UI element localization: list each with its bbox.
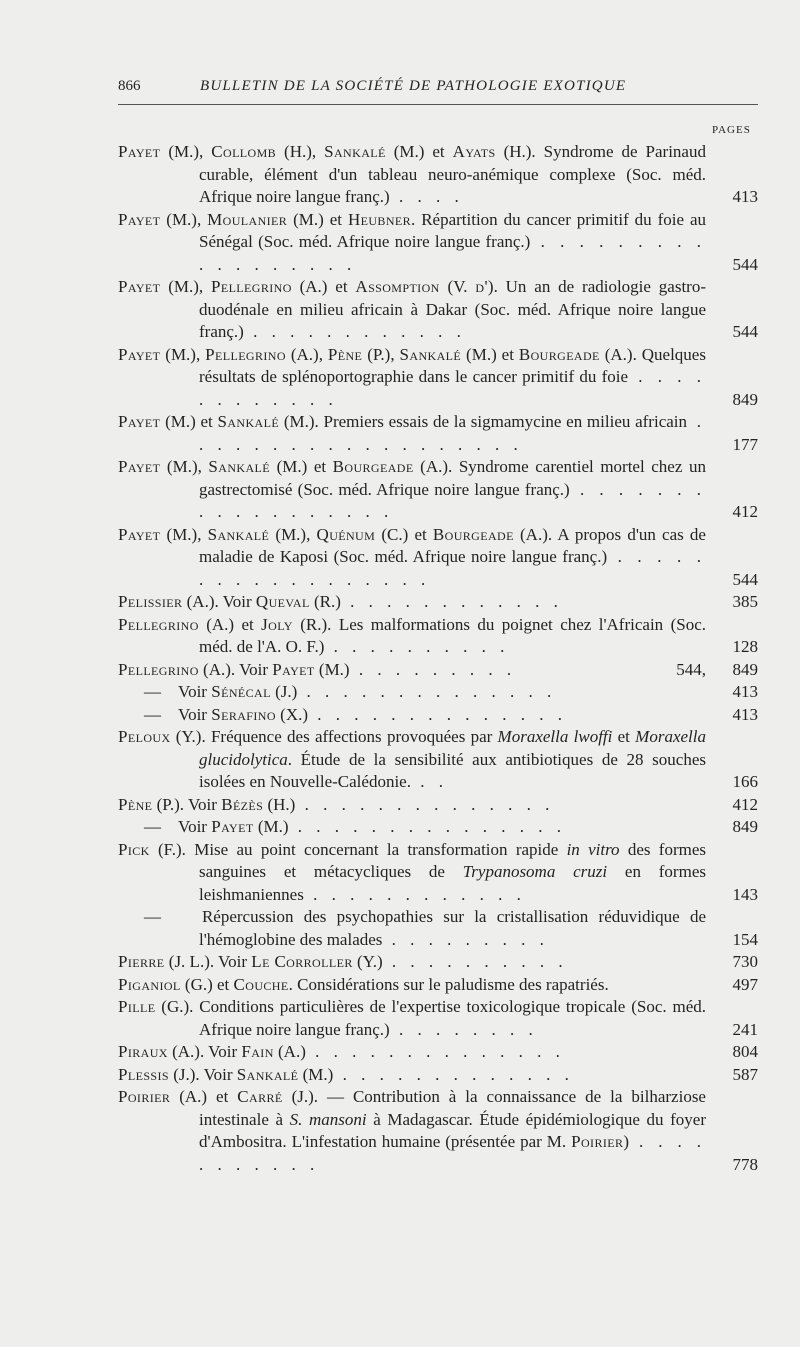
- author-name: d': [475, 277, 488, 296]
- ditto-dash: —: [144, 907, 161, 926]
- index-entry: Piganiol (G.) et Couche. Considérations sur le paludisme des rapatriés. 497: [118, 974, 758, 997]
- author-name: Pène: [118, 794, 153, 814]
- dot-leader: . . . .: [389, 187, 464, 206]
- page-ref: 804: [732, 1042, 758, 1061]
- entry-title: Répercussion des psychopathies sur la cristallisation réduvidique de l'hémoglobine des malades: [199, 907, 707, 949]
- dot-leader: . . . . . . . . . . . . . . . . . .: [199, 232, 706, 274]
- page-ref: 412: [732, 502, 758, 521]
- author-name: Bourgeade: [332, 457, 414, 476]
- author-name: Plessis: [118, 1064, 169, 1084]
- author-name: Payet: [118, 209, 161, 229]
- author-name: Pellegrino: [118, 659, 199, 679]
- page-ref: 849: [732, 389, 758, 409]
- author-name: Joly: [261, 614, 293, 634]
- species-name: Trypanosoma cruzi: [462, 862, 608, 881]
- header-rule: [118, 104, 758, 105]
- ditto-dash: —: [144, 682, 161, 701]
- cross-ref-name: Sénécal: [211, 682, 271, 701]
- author-name: Peloux: [118, 727, 171, 746]
- page-ref: 544: [732, 569, 758, 589]
- index-entry: Payet (M.), Sankalé (M.), Quénum (C.) et Bourgeade (A.). A propos d'un cas de maladie de Kaposi (Soc. méd. Afrique noire langue franç.) . . . . . . . . . . . . . . . . . . 544: [118, 524, 758, 592]
- author-name: Piganiol: [118, 974, 181, 994]
- author-name: Pille: [118, 997, 156, 1016]
- page-ref: 128: [732, 637, 758, 656]
- author-name: Assomption: [355, 277, 440, 296]
- cross-ref-name: Le Corroller: [251, 952, 353, 971]
- index-subentry: — Voir Serafino (X.) . . . . . . . . . . . . . . 413: [118, 704, 758, 727]
- dot-leader: . . . . . . . . . . . .: [199, 367, 706, 409]
- index-entry: Payet (M.), Moulanier (M.) et Heubner. Répartition du cancer primitif du foie au Sénégal (Soc. méd. Afrique noire langue franç.) . . . . . . . . . . . . . . . . . . 544: [118, 209, 758, 277]
- dot-leader: . . . . . . . . . . . . .: [333, 1064, 574, 1084]
- page-ref: 241: [732, 1019, 758, 1039]
- index-subentry: [118, 906, 758, 951]
- author-name: Carré: [237, 1087, 283, 1106]
- index-entry: Payet (M.), Sankalé (M.) et Bourgeade (A.). Syndrome carentiel mortel chez un gastrectomisé (Soc. méd. Afrique noire langue franç.) . . . . . . . . . . . . . . . . . . 412: [118, 456, 758, 524]
- page-ref: 143: [732, 884, 758, 904]
- dot-leader: . .: [410, 772, 448, 791]
- page-ref: 849: [732, 659, 758, 679]
- author-name: Pellegrino: [118, 614, 199, 634]
- cross-ref-name: Payet: [211, 817, 254, 836]
- dot-leader: . . . . . . . . . . . .: [340, 592, 563, 611]
- entry-title: Conditions particulières de l'expertise toxicologique tropicale (Soc. méd. Afrique noire langue franç.): [199, 997, 706, 1039]
- author-name: Piraux: [118, 1042, 168, 1061]
- index-entry: Piraux (A.). Voir Fain (A.) . . . . . . . . . . . . . . 804: [118, 1041, 758, 1064]
- page-ref: 166: [732, 772, 758, 791]
- page-ref: 413: [732, 682, 758, 701]
- dot-leader: . . . . . . . . . . . .: [243, 322, 466, 341]
- author-name: Collomb: [211, 142, 277, 161]
- author-name: Bourgeade: [432, 524, 514, 544]
- index-entry: Pille (G.). Conditions particulières de l'expertise toxicologique tropicale (Soc. méd. Afrique noire langue franç.) . . . . . . . . 241: [118, 996, 758, 1041]
- dot-leader: . . . . . . . . .: [382, 929, 549, 949]
- index-entry: Pène (P.). Voir Bézès (H.) . . . . . . . . . . . . . . 412: [118, 794, 758, 817]
- cross-ref-name: Queval: [255, 592, 310, 611]
- page-ref: 849: [732, 817, 758, 836]
- pages-column-label: PAGES: [712, 124, 751, 136]
- page-ref: 587: [732, 1064, 758, 1084]
- page-ref: 730: [732, 952, 758, 971]
- index-entry: Payet (M.) et Sankalé (M.). Premiers essais de la sigmamycine en milieu africain . . . . . . . . . . . . . . . . . . . 177: [118, 411, 758, 456]
- author-name: Ayats: [452, 142, 496, 161]
- author-name: Bourgeade: [518, 344, 600, 364]
- page-ref-extra: 544,: [676, 659, 706, 679]
- cross-ref-name: Sankalé: [236, 1064, 299, 1084]
- author-name: Pellegrino: [205, 344, 286, 364]
- author-name: Couche: [233, 974, 289, 994]
- entry-title: Quelques résultats de splénoportographie dans le cancer primitif du foie: [199, 344, 706, 386]
- author-name: Payet: [118, 524, 161, 544]
- ditto-dash: —: [144, 817, 161, 836]
- index-entry: Pierre (J. L.). Voir Le Corroller (Y.) . . . . . . . . . . 730: [118, 951, 758, 974]
- author-name: Pelissier: [118, 592, 183, 611]
- author-name: Pellegrino: [210, 277, 292, 296]
- italic-term: in vitro: [566, 839, 620, 859]
- cross-ref-name: Serafino: [211, 704, 276, 724]
- entry-title: Considérations sur le paludisme des rapatriés.: [297, 974, 609, 994]
- author-name: Heubner: [347, 209, 412, 229]
- dot-leader: . . . . . . . . . . . . . .: [305, 1042, 565, 1061]
- author-name: Payet: [118, 142, 161, 161]
- index-entry: Pellegrino (A.). Voir Payet (M.) . . . . . . . . . 544, 849: [118, 659, 758, 682]
- page-ref: 544: [732, 322, 758, 341]
- author-name: Pène: [327, 344, 363, 364]
- page-ref: 497: [732, 974, 758, 994]
- entry-title: A propos d'un cas de maladie de Kaposi (Soc. méd. Afrique noire langue franç.): [199, 524, 706, 566]
- running-title: BULLETIN DE LA SOCIÉTÉ DE PATHOLOGIE EXOTIQUE: [200, 78, 627, 94]
- entry-title: Syndrome carentiel mortel chez un gastrectomisé (Soc. méd. Afrique noire langue franç.): [199, 457, 706, 499]
- dot-leader: . . . . . . . . . .: [324, 637, 510, 656]
- author-name: Payet: [118, 277, 161, 296]
- cross-ref-name: Bézès: [221, 794, 264, 814]
- dot-leader: . . . . . . . . . .: [382, 952, 568, 971]
- page-ref: 177: [732, 434, 758, 454]
- author-name: Sankalé: [217, 412, 280, 431]
- author-name: Pick: [118, 839, 150, 859]
- index-entry: Payet (M.), Pellegrino (A.), Pène (P.), Sankalé (M.) et Bourgeade (A.). Quelques résultats de splénoportographie dans le cancer primitif du foie . . . . . . . . . . . . 849: [118, 344, 758, 412]
- entry-title: Premiers essais de la sigmamycine en milieu africain: [323, 412, 688, 431]
- author-name: Quénum: [316, 524, 376, 544]
- author-name: Sankalé: [399, 344, 462, 364]
- dot-leader: . . . . . . . . . . . . . . . . . . .: [199, 412, 706, 454]
- dot-leader: . . . . . . . . . . . .: [303, 884, 526, 904]
- index-entry: Peloux (Y.). Fréquence des affections provoquées par Moraxella lwoffi et Moraxella glucidolytica. Étude de la sensibilité aux antibiotiques de 28 souches isolées en Nouvelle-Calédonie. . . 166: [118, 726, 758, 794]
- index-subentry: — Voir Sénécal (J.) . . . . . . . . . . . . . . 413: [118, 681, 758, 704]
- entry-title: Les malformations du poignet chez l'Africain (Soc. méd. de l'A. O. F.): [199, 614, 706, 656]
- author-name: Sankalé: [324, 142, 386, 161]
- page-ref: 385: [732, 592, 758, 611]
- cross-ref-name: Payet: [272, 659, 315, 679]
- author-name: Payet: [118, 412, 161, 431]
- page-ref: 778: [732, 1154, 758, 1174]
- entry-title: Répartition du cancer primitif du foie au Sénégal (Soc. méd. Afrique noire langue franç.): [199, 209, 706, 251]
- page-ref: 154: [732, 929, 758, 949]
- dot-leader: . . . . . . . . . . . . . . . . . .: [199, 547, 706, 589]
- dot-leader: . . . . . . . . . . . . . .: [308, 704, 568, 724]
- author-name: Sankalé: [207, 524, 270, 544]
- author-name: Payet: [118, 344, 161, 364]
- author-name: Payet: [118, 457, 161, 476]
- index-entry: Plessis (J.). Voir Sankalé (M.) . . . . . . . . . . . . . 587: [118, 1064, 758, 1087]
- dot-leader: . . . . . . . . . . . . . .: [295, 794, 555, 814]
- index-entries: [118, 141, 758, 1176]
- page-ref: 412: [732, 794, 758, 814]
- dot-leader: . . . . . . . . . . . . . .: [297, 682, 557, 701]
- running-header: [118, 78, 758, 100]
- dot-leader: . . . . . . . . .: [349, 659, 517, 679]
- page-number: 866: [118, 78, 141, 94]
- page-ref: 413: [732, 187, 758, 206]
- index-entry: Pick (F.). Mise au point concernant la transformation rapide in vitro des formes sanguines et métacycliques de Trypanosoma cruzi en formes leishmaniennes . . . . . . . . . . . . 143: [118, 839, 758, 907]
- dot-leader: . . . . . . . . . . . . . . .: [288, 817, 567, 836]
- entry-title: Un an de radiologie gastro-duodénale en milieu africain à Dakar (Soc. méd. Afrique noire langue franç.): [199, 277, 706, 341]
- author-name: Pierre: [118, 952, 165, 971]
- ditto-dash: —: [144, 704, 161, 724]
- index-entry: Pellegrino (A.) et Joly (R.). Les malformations du poignet chez l'Africain (Soc. méd. de l'A. O. F.) . . . . . . . . . . 128: [118, 614, 758, 659]
- author-name: Poirier: [571, 1132, 624, 1151]
- author-name: Moulanier: [207, 209, 288, 229]
- species-name: Moraxella lwoffi: [497, 727, 613, 746]
- dot-leader: . . . . . . . .: [389, 1019, 538, 1039]
- cross-ref-name: Fain: [241, 1042, 274, 1061]
- author-name: Sankalé: [208, 457, 271, 476]
- index-entry: Payet (M.), Pellegrino (A.) et Assomption (V. d'). Un an de radiologie gastro-duodénale en milieu africain à Dakar (Soc. méd. Afrique noire langue franç.) . . . . . . . . . . . . 544: [118, 276, 758, 344]
- entry-title: Syndrome de Parinaud curable, élément d'un tableau neuro-anémique complexe (Soc. méd. Afrique noire langue franç.): [199, 142, 706, 206]
- author-name: Poirier: [118, 1087, 171, 1106]
- species-name: S. mansoni: [289, 1109, 367, 1129]
- dot-leader: . . . . . . . . . . . . . . . . . .: [199, 479, 706, 521]
- page-ref: 413: [732, 704, 758, 724]
- species-name: Moraxella glucidolytica: [199, 727, 706, 769]
- dot-leader: . . . . . . . . . . .: [199, 1132, 707, 1174]
- index-subentry: — Voir Payet (M.) . . . . . . . . . . . . . . . 849: [118, 816, 758, 839]
- index-entry: Payet (M.), Collomb (H.), Sankalé (M.) et Ayats (H.). Syndrome de Parinaud curable, élément d'un tableau neuro-anémique complexe (Soc. méd. Afrique noire langue franç.) . . . . 413: [118, 141, 758, 209]
- index-entry: Poirier (A.) et Carré (J.). — Contribution à la connaissance de la bilharziose intestinale à S. mansoni à Madagascar. Étude épidémiologique du foyer d'Ambositra. L'infestation humaine (présentée par M. Poirier) . . . . . . . . . . . 778: [118, 1086, 758, 1176]
- page-ref: 544: [732, 254, 758, 274]
- index-entry: Pelissier (A.). Voir Queval (R.) . . . . . . . . . . . . 385: [118, 591, 758, 614]
